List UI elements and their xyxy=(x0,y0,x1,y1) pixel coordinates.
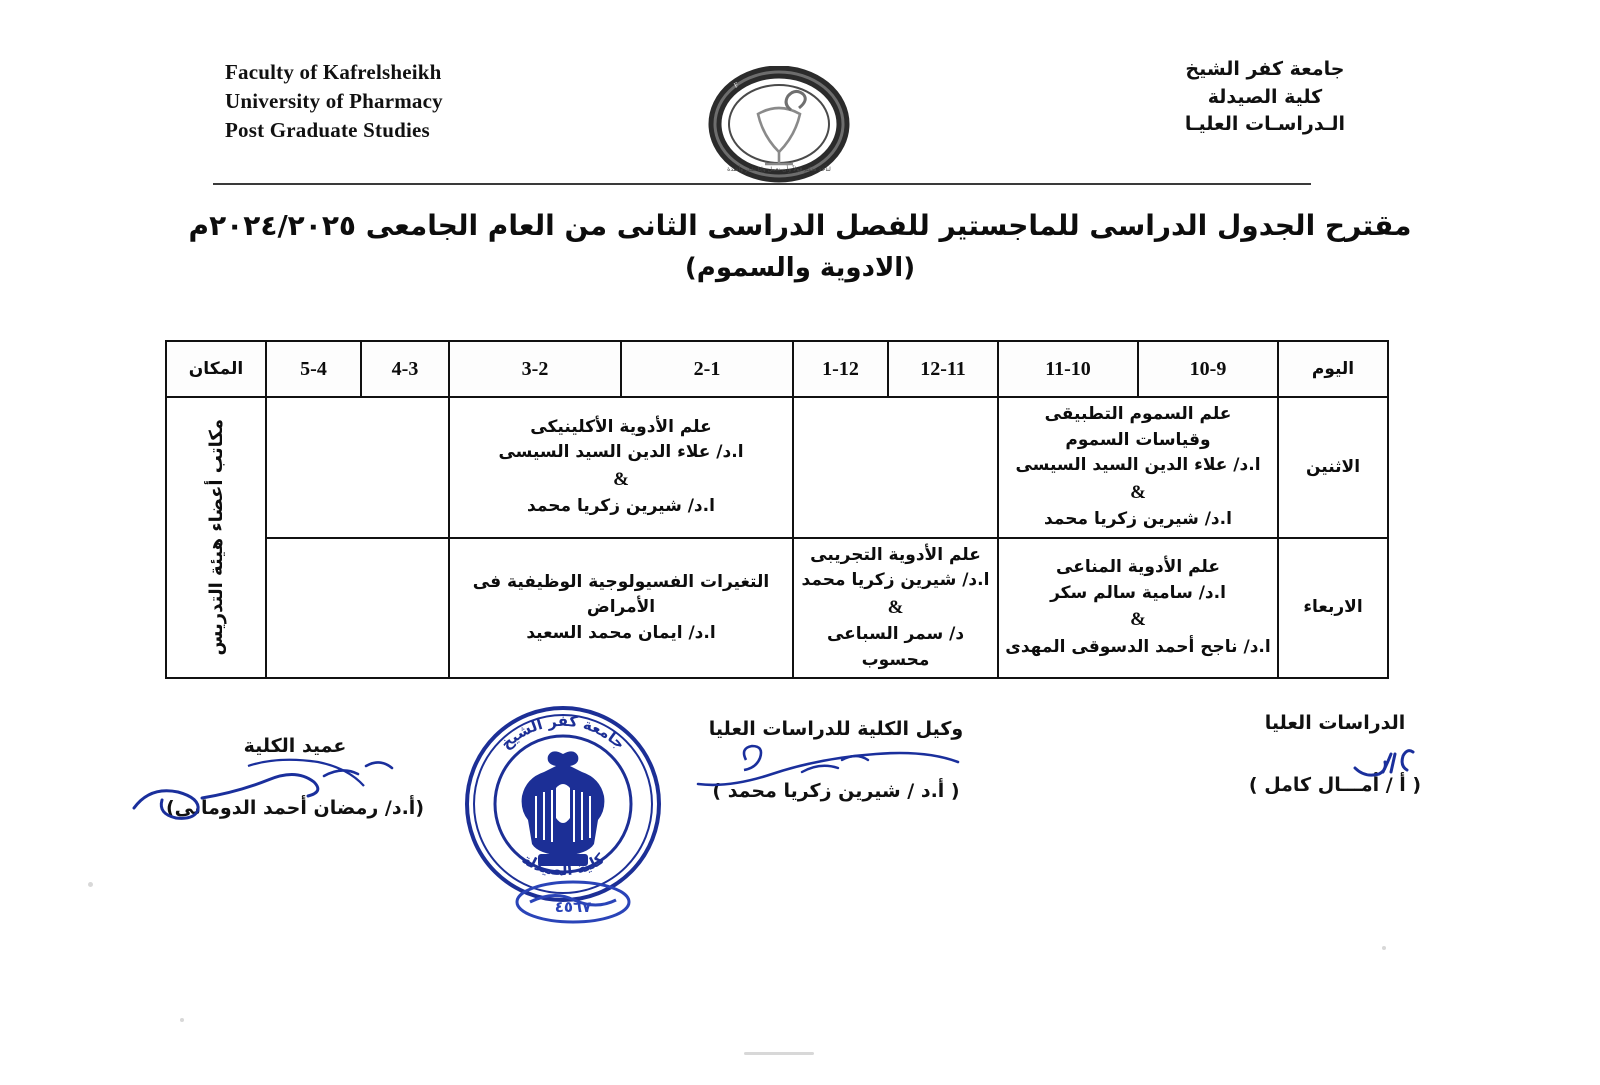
instructor-name: ا.د/ علاء الدين السيد السيسى xyxy=(498,442,744,463)
signature-role: وكيل الكلية للدراسات العليا xyxy=(708,718,964,740)
instructor-name: ا.د/ شيرين زكريا محمد xyxy=(1044,509,1232,529)
svg-text:جامعة كفر الشيخ: جامعة كفر الشيخ xyxy=(497,711,629,753)
stamp-secondary-mark-icon xyxy=(508,878,638,926)
instructor-separator: & xyxy=(1130,609,1146,631)
table-row xyxy=(166,538,1388,679)
cell-wednesday-midday-session xyxy=(793,538,998,679)
page-title: مقترح الجدول الدراسى للماجستير للفصل الدراسى الثانى من العام الجامعى ٢٠٢٤/٢٠٢٥م xyxy=(188,209,1412,242)
cell-monday-afternoon-session xyxy=(449,397,793,538)
schedule-table-container xyxy=(167,340,1389,679)
english-header-line-1: Faculty of Kafrelsheikh xyxy=(225,60,442,84)
cell-wednesday-morning-session xyxy=(998,538,1278,679)
document-title xyxy=(0,205,1600,283)
place-text: مكاتب أعضاء هيئة التدريس xyxy=(205,419,227,656)
english-institution-header xyxy=(225,58,443,145)
cell-place-value xyxy=(166,397,266,678)
instructor-name: ا.د/ ايمان محمد السعيد xyxy=(526,622,716,643)
course-name: علم الأدوية المناعى xyxy=(1056,557,1220,578)
column-header-10-11: 11-10 xyxy=(998,341,1138,397)
column-header-12-1: 1-12 xyxy=(793,341,888,397)
arabic-header-line-2: كلية الصيدلة xyxy=(1207,85,1323,108)
english-header-line-2: University of Pharmacy xyxy=(225,88,443,113)
column-header-place: المكان xyxy=(166,341,266,397)
instructor-separator: & xyxy=(887,596,904,618)
column-header-1-2: 2-1 xyxy=(621,341,793,397)
svg-text:F: F xyxy=(732,80,740,90)
instructor-separator: & xyxy=(613,468,629,490)
instructor-separator: & xyxy=(1130,481,1146,503)
schedule-table xyxy=(165,340,1389,679)
signature-block-dean xyxy=(120,735,470,819)
column-header-9-10: 10-9 xyxy=(1138,341,1278,397)
logo-caption: لنأخذ منكم قولاً وأن نعمل وإنا نقدر وأشدة xyxy=(727,166,831,173)
arabic-header-line-1: جامعة كفر الشيخ xyxy=(1185,58,1345,80)
arabic-header-line-3: الـدراسـات العليـا xyxy=(1184,113,1345,136)
table-header-row xyxy=(166,341,1388,397)
instructor-name: ا.د/ سامية سالم سكر xyxy=(1050,582,1226,603)
signature-block-vice-dean xyxy=(676,718,996,802)
cell-day-wednesday: الاربعاء xyxy=(1278,538,1388,679)
cell-monday-late-empty xyxy=(266,397,449,538)
signature-role: عميد الكلية xyxy=(243,735,347,757)
table-row xyxy=(166,397,1388,538)
cell-day-monday: الاثنين xyxy=(1278,397,1388,538)
course-name: علم السموم التطبيقى وقياسات السموم xyxy=(1044,404,1232,450)
column-header-11-12: 12-11 xyxy=(888,341,998,397)
course-name: التغيرات الفسيولوجية الوظيفية فى الأمراض xyxy=(472,571,770,617)
signature-role: الدراسات العليا xyxy=(1264,712,1406,734)
header-divider xyxy=(213,183,1311,185)
course-name: علم الأدوية الأكلينيكى xyxy=(530,416,712,437)
cell-monday-midday-empty xyxy=(793,397,998,538)
instructor-name: ا.د/ ناجح أحمد الدسوقى المهدى xyxy=(1005,636,1271,657)
instructor-name: ا.د/ شيرين زكريا محمد xyxy=(527,496,715,517)
instructor-name: ا.د/ علاء الدين السيد السيسى xyxy=(1015,455,1261,475)
column-header-day: اليوم xyxy=(1278,341,1388,397)
svg-text:كلية الصيدلة: كلية الصيدلة xyxy=(518,849,608,880)
svg-text:٤٥٦٧: ٤٥٦٧ xyxy=(554,898,592,916)
signature-block-postgraduate xyxy=(1220,712,1450,796)
english-header-line-3: Post Graduate Studies xyxy=(225,117,430,142)
signature-name: ( أ.د / شيرين زكريا محمد ) xyxy=(712,780,960,802)
cell-monday-morning-session xyxy=(998,397,1278,538)
document-header xyxy=(0,28,1600,173)
page-subtitle: (الادوية والسموم) xyxy=(684,253,916,283)
instructor-name: د/ سمر السباعى محسوب xyxy=(826,624,965,670)
arabic-institution-header xyxy=(1185,56,1345,139)
signature-name: ( أ / أمـــال كامل ) xyxy=(1248,774,1422,796)
cell-wednesday-afternoon-session xyxy=(449,538,793,679)
column-header-2-3: 3-2 xyxy=(449,341,621,397)
signature-name: (أ.د/ رمضان أحمد الدومانى) xyxy=(165,797,424,819)
instructor-name: ا.د/ شيرين زكريا محمد xyxy=(801,570,990,590)
course-name: علم الأدوية التجريبى xyxy=(810,544,981,565)
column-header-4-5: 5-4 xyxy=(266,341,361,397)
column-header-3-4: 4-3 xyxy=(361,341,449,397)
cell-wednesday-late-empty xyxy=(266,538,449,679)
